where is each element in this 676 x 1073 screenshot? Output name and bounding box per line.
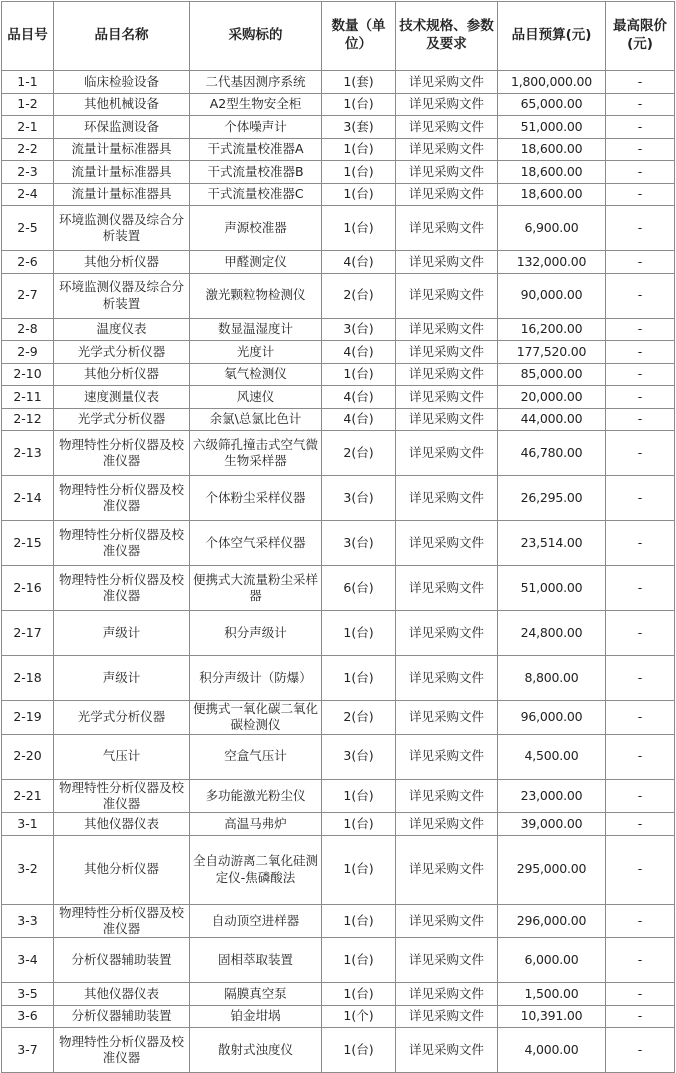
cell-limit: - <box>606 431 675 476</box>
cell-budget: 23,000.00 <box>498 779 606 813</box>
cell-budget: 46,780.00 <box>498 431 606 476</box>
cell-limit: - <box>606 318 675 341</box>
table-body <box>2 71 675 1073</box>
cell-limit: - <box>606 408 675 431</box>
cell-spec: 详见采购文件 <box>396 1005 498 1028</box>
cell-spec: 详见采购文件 <box>396 251 498 274</box>
cell-budget: 6,900.00 <box>498 206 606 251</box>
cell-item-name: 流量计量标准器具 <box>54 183 190 206</box>
cell-item-name: 物理特性分析仪器及校准仪器 <box>54 779 190 813</box>
procurement-table-container <box>1 1 674 1073</box>
cell-item-name: 物理特性分析仪器及校准仪器 <box>54 566 190 611</box>
cell-limit: - <box>606 363 675 386</box>
procurement-table <box>1 1 675 1073</box>
table-row <box>2 734 675 779</box>
cell-spec: 详见采购文件 <box>396 813 498 836</box>
header-limit: 最高限价(元) <box>606 2 675 71</box>
table-row <box>2 1028 675 1073</box>
cell-limit: - <box>606 566 675 611</box>
cell-item-no: 2-14 <box>2 476 54 521</box>
cell-budget: 18,600.00 <box>498 183 606 206</box>
cell-target: 甲醛测定仪 <box>190 251 322 274</box>
cell-item-name: 其他仪器仪表 <box>54 813 190 836</box>
cell-budget: 8,800.00 <box>498 656 606 701</box>
cell-item-no: 2-1 <box>2 116 54 139</box>
cell-quantity: 3(台) <box>322 476 396 521</box>
cell-spec: 详见采购文件 <box>396 1028 498 1073</box>
cell-target: 干式流量校准器B <box>190 161 322 184</box>
cell-limit: - <box>606 138 675 161</box>
cell-quantity: 1(台) <box>322 93 396 116</box>
cell-target: 个体粉尘采样仪器 <box>190 476 322 521</box>
cell-quantity: 4(台) <box>322 386 396 409</box>
cell-spec: 详见采购文件 <box>396 734 498 779</box>
table-row <box>2 835 675 904</box>
table-row <box>2 318 675 341</box>
cell-item-no: 3-3 <box>2 904 54 938</box>
cell-budget: 44,000.00 <box>498 408 606 431</box>
cell-budget: 90,000.00 <box>498 273 606 318</box>
cell-item-no: 3-6 <box>2 1005 54 1028</box>
cell-target: 自动顶空进样器 <box>190 904 322 938</box>
cell-budget: 96,000.00 <box>498 701 606 735</box>
cell-target: 个体空气采样仪器 <box>190 521 322 566</box>
cell-spec: 详见采购文件 <box>396 431 498 476</box>
cell-target: 二代基因测序系统 <box>190 71 322 94</box>
cell-item-name: 速度测量仪表 <box>54 386 190 409</box>
cell-item-no: 2-20 <box>2 734 54 779</box>
cell-target: 干式流量校准器C <box>190 183 322 206</box>
table-row <box>2 273 675 318</box>
cell-spec: 详见采购文件 <box>396 363 498 386</box>
cell-spec: 详见采购文件 <box>396 138 498 161</box>
cell-target: 全自动游离二氧化硅测定仪-焦磷酸法 <box>190 835 322 904</box>
cell-target: 固相萃取装置 <box>190 938 322 983</box>
cell-target: 积分声级计（防爆） <box>190 656 322 701</box>
cell-item-name: 临床检验设备 <box>54 71 190 94</box>
cell-limit: - <box>606 251 675 274</box>
cell-item-no: 2-11 <box>2 386 54 409</box>
cell-item-no: 2-13 <box>2 431 54 476</box>
table-row <box>2 701 675 735</box>
cell-spec: 详见采购文件 <box>396 161 498 184</box>
cell-target: 六级筛孔撞击式空气微生物采样器 <box>190 431 322 476</box>
cell-item-name: 物理特性分析仪器及校准仪器 <box>54 431 190 476</box>
table-row <box>2 138 675 161</box>
cell-item-no: 2-12 <box>2 408 54 431</box>
table-row <box>2 431 675 476</box>
cell-limit: - <box>606 835 675 904</box>
cell-spec: 详见采购文件 <box>396 273 498 318</box>
cell-budget: 132,000.00 <box>498 251 606 274</box>
cell-quantity: 1(台) <box>322 904 396 938</box>
cell-quantity: 2(台) <box>322 273 396 318</box>
cell-limit: - <box>606 779 675 813</box>
cell-item-no: 3-5 <box>2 983 54 1006</box>
cell-quantity: 4(台) <box>322 408 396 431</box>
table-header-row <box>2 2 675 71</box>
table-row <box>2 116 675 139</box>
cell-budget: 20,000.00 <box>498 386 606 409</box>
cell-quantity: 3(台) <box>322 318 396 341</box>
cell-quantity: 2(台) <box>322 701 396 735</box>
cell-limit: - <box>606 273 675 318</box>
cell-target: 个体噪声计 <box>190 116 322 139</box>
cell-limit: - <box>606 734 675 779</box>
cell-budget: 6,000.00 <box>498 938 606 983</box>
cell-item-name: 气压计 <box>54 734 190 779</box>
cell-budget: 65,000.00 <box>498 93 606 116</box>
cell-quantity: 1(台) <box>322 938 396 983</box>
cell-quantity: 1(台) <box>322 1028 396 1073</box>
cell-item-name: 声级计 <box>54 611 190 656</box>
cell-budget: 51,000.00 <box>498 566 606 611</box>
table-row <box>2 938 675 983</box>
table-row <box>2 656 675 701</box>
cell-spec: 详见采购文件 <box>396 904 498 938</box>
cell-quantity: 1(台) <box>322 206 396 251</box>
cell-spec: 详见采购文件 <box>396 386 498 409</box>
cell-item-no: 2-4 <box>2 183 54 206</box>
cell-limit: - <box>606 904 675 938</box>
header-quantity: 数量（单位） <box>322 2 396 71</box>
cell-quantity: 1(台) <box>322 363 396 386</box>
cell-target: 氡气检测仪 <box>190 363 322 386</box>
header-target: 采购标的 <box>190 2 322 71</box>
table-row <box>2 206 675 251</box>
cell-item-name: 其他分析仪器 <box>54 835 190 904</box>
cell-limit: - <box>606 71 675 94</box>
cell-item-no: 2-10 <box>2 363 54 386</box>
cell-target: 干式流量校准器A <box>190 138 322 161</box>
cell-item-name: 光学式分析仪器 <box>54 701 190 735</box>
cell-budget: 295,000.00 <box>498 835 606 904</box>
cell-target: 隔膜真空泵 <box>190 983 322 1006</box>
cell-quantity: 1(台) <box>322 183 396 206</box>
cell-spec: 详见采购文件 <box>396 183 498 206</box>
cell-item-name: 环境监测仪器及综合分析装置 <box>54 206 190 251</box>
cell-budget: 296,000.00 <box>498 904 606 938</box>
cell-quantity: 1(台) <box>322 138 396 161</box>
cell-quantity: 4(台) <box>322 341 396 364</box>
table-row <box>2 93 675 116</box>
cell-target: 数显温湿度计 <box>190 318 322 341</box>
cell-item-no: 2-21 <box>2 779 54 813</box>
cell-item-name: 其他机械设备 <box>54 93 190 116</box>
table-row <box>2 251 675 274</box>
cell-target: 光度计 <box>190 341 322 364</box>
cell-item-no: 2-17 <box>2 611 54 656</box>
cell-limit: - <box>606 983 675 1006</box>
cell-item-name: 分析仪器辅助装置 <box>54 1005 190 1028</box>
cell-limit: - <box>606 701 675 735</box>
cell-item-name: 物理特性分析仪器及校准仪器 <box>54 476 190 521</box>
table-row <box>2 813 675 836</box>
cell-spec: 详见采购文件 <box>396 476 498 521</box>
table-row <box>2 476 675 521</box>
cell-quantity: 1(台) <box>322 835 396 904</box>
cell-spec: 详见采购文件 <box>396 779 498 813</box>
cell-spec: 详见采购文件 <box>396 93 498 116</box>
cell-quantity: 1(台) <box>322 161 396 184</box>
cell-target: 声源校准器 <box>190 206 322 251</box>
cell-budget: 18,600.00 <box>498 138 606 161</box>
cell-target: 余氯\总氯比色计 <box>190 408 322 431</box>
cell-budget: 26,295.00 <box>498 476 606 521</box>
cell-spec: 详见采购文件 <box>396 318 498 341</box>
cell-target: 便携式大流量粉尘采样器 <box>190 566 322 611</box>
cell-target: 高温马弗炉 <box>190 813 322 836</box>
cell-budget: 16,200.00 <box>498 318 606 341</box>
cell-limit: - <box>606 813 675 836</box>
header-budget: 品目预算(元) <box>498 2 606 71</box>
cell-limit: - <box>606 1005 675 1028</box>
cell-item-no: 2-9 <box>2 341 54 364</box>
cell-item-no: 2-16 <box>2 566 54 611</box>
cell-item-no: 3-2 <box>2 835 54 904</box>
cell-item-no: 3-4 <box>2 938 54 983</box>
cell-item-name: 光学式分析仪器 <box>54 341 190 364</box>
cell-item-no: 1-1 <box>2 71 54 94</box>
table-row <box>2 71 675 94</box>
cell-item-no: 2-8 <box>2 318 54 341</box>
table-row <box>2 363 675 386</box>
cell-budget: 10,391.00 <box>498 1005 606 1028</box>
cell-budget: 24,800.00 <box>498 611 606 656</box>
cell-spec: 详见采购文件 <box>396 983 498 1006</box>
table-row <box>2 779 675 813</box>
cell-quantity: 1(台) <box>322 611 396 656</box>
cell-item-no: 2-18 <box>2 656 54 701</box>
cell-spec: 详见采购文件 <box>396 341 498 364</box>
cell-quantity: 3(套) <box>322 116 396 139</box>
cell-spec: 详见采购文件 <box>396 206 498 251</box>
cell-item-name: 环保监测设备 <box>54 116 190 139</box>
cell-quantity: 2(台) <box>322 431 396 476</box>
cell-spec: 详见采购文件 <box>396 835 498 904</box>
header-item-name: 品目名称 <box>54 2 190 71</box>
cell-limit: - <box>606 93 675 116</box>
table-row <box>2 566 675 611</box>
cell-limit: - <box>606 656 675 701</box>
cell-target: 散射式浊度仪 <box>190 1028 322 1073</box>
cell-quantity: 3(台) <box>322 521 396 566</box>
cell-limit: - <box>606 938 675 983</box>
cell-spec: 详见采购文件 <box>396 656 498 701</box>
cell-quantity: 1(台) <box>322 813 396 836</box>
table-row <box>2 1005 675 1028</box>
cell-budget: 4,500.00 <box>498 734 606 779</box>
cell-spec: 详见采购文件 <box>396 71 498 94</box>
cell-item-name: 流量计量标准器具 <box>54 161 190 184</box>
cell-target: 多功能激光粉尘仪 <box>190 779 322 813</box>
cell-item-no: 2-3 <box>2 161 54 184</box>
cell-spec: 详见采购文件 <box>396 611 498 656</box>
cell-budget: 51,000.00 <box>498 116 606 139</box>
cell-limit: - <box>606 611 675 656</box>
cell-item-name: 温度仪表 <box>54 318 190 341</box>
cell-item-name: 光学式分析仪器 <box>54 408 190 431</box>
cell-item-name: 环境监测仪器及综合分析装置 <box>54 273 190 318</box>
table-row <box>2 904 675 938</box>
table-row <box>2 341 675 364</box>
cell-item-no: 3-1 <box>2 813 54 836</box>
cell-item-no: 2-7 <box>2 273 54 318</box>
cell-budget: 1,800,000.00 <box>498 71 606 94</box>
cell-budget: 85,000.00 <box>498 363 606 386</box>
table-row <box>2 521 675 566</box>
table-row <box>2 408 675 431</box>
table-row <box>2 161 675 184</box>
cell-item-name: 其他分析仪器 <box>54 363 190 386</box>
cell-budget: 18,600.00 <box>498 161 606 184</box>
cell-target: 铂金坩埚 <box>190 1005 322 1028</box>
cell-target: A2型生物安全柜 <box>190 93 322 116</box>
cell-item-name: 声级计 <box>54 656 190 701</box>
table-row <box>2 983 675 1006</box>
cell-budget: 39,000.00 <box>498 813 606 836</box>
cell-limit: - <box>606 476 675 521</box>
cell-item-name: 物理特性分析仪器及校准仪器 <box>54 904 190 938</box>
cell-quantity: 1(台) <box>322 656 396 701</box>
cell-quantity: 6(台) <box>322 566 396 611</box>
cell-limit: - <box>606 183 675 206</box>
cell-spec: 详见采购文件 <box>396 116 498 139</box>
cell-target: 风速仪 <box>190 386 322 409</box>
cell-quantity: 1(台) <box>322 983 396 1006</box>
header-item-no: 品目号 <box>2 2 54 71</box>
cell-item-no: 2-5 <box>2 206 54 251</box>
cell-spec: 详见采购文件 <box>396 408 498 431</box>
cell-limit: - <box>606 161 675 184</box>
cell-item-name: 其他分析仪器 <box>54 251 190 274</box>
cell-item-no: 2-15 <box>2 521 54 566</box>
cell-budget: 4,000.00 <box>498 1028 606 1073</box>
cell-item-name: 物理特性分析仪器及校准仪器 <box>54 1028 190 1073</box>
cell-quantity: 1(个) <box>322 1005 396 1028</box>
cell-item-no: 2-2 <box>2 138 54 161</box>
cell-item-name: 物理特性分析仪器及校准仪器 <box>54 521 190 566</box>
cell-quantity: 4(台) <box>322 251 396 274</box>
header-spec: 技术规格、参数及要求 <box>396 2 498 71</box>
cell-limit: - <box>606 386 675 409</box>
cell-spec: 详见采购文件 <box>396 521 498 566</box>
cell-limit: - <box>606 521 675 566</box>
cell-quantity: 1(台) <box>322 779 396 813</box>
cell-spec: 详见采购文件 <box>396 566 498 611</box>
table-row <box>2 611 675 656</box>
cell-quantity: 3(台) <box>322 734 396 779</box>
cell-limit: - <box>606 341 675 364</box>
cell-limit: - <box>606 1028 675 1073</box>
cell-item-no: 2-6 <box>2 251 54 274</box>
cell-budget: 1,500.00 <box>498 983 606 1006</box>
cell-spec: 详见采购文件 <box>396 938 498 983</box>
cell-item-no: 3-7 <box>2 1028 54 1073</box>
cell-budget: 23,514.00 <box>498 521 606 566</box>
cell-item-name: 流量计量标准器具 <box>54 138 190 161</box>
cell-spec: 详见采购文件 <box>396 701 498 735</box>
cell-item-name: 其他仪器仪表 <box>54 983 190 1006</box>
cell-item-no: 2-19 <box>2 701 54 735</box>
cell-item-name: 分析仪器辅助装置 <box>54 938 190 983</box>
cell-target: 积分声级计 <box>190 611 322 656</box>
cell-target: 便携式一氧化碳二氧化碳检测仪 <box>190 701 322 735</box>
cell-item-no: 1-2 <box>2 93 54 116</box>
table-row <box>2 183 675 206</box>
cell-limit: - <box>606 116 675 139</box>
cell-quantity: 1(套) <box>322 71 396 94</box>
table-row <box>2 386 675 409</box>
cell-target: 空盒气压计 <box>190 734 322 779</box>
cell-limit: - <box>606 206 675 251</box>
cell-budget: 177,520.00 <box>498 341 606 364</box>
cell-target: 激光颗粒物检测仪 <box>190 273 322 318</box>
